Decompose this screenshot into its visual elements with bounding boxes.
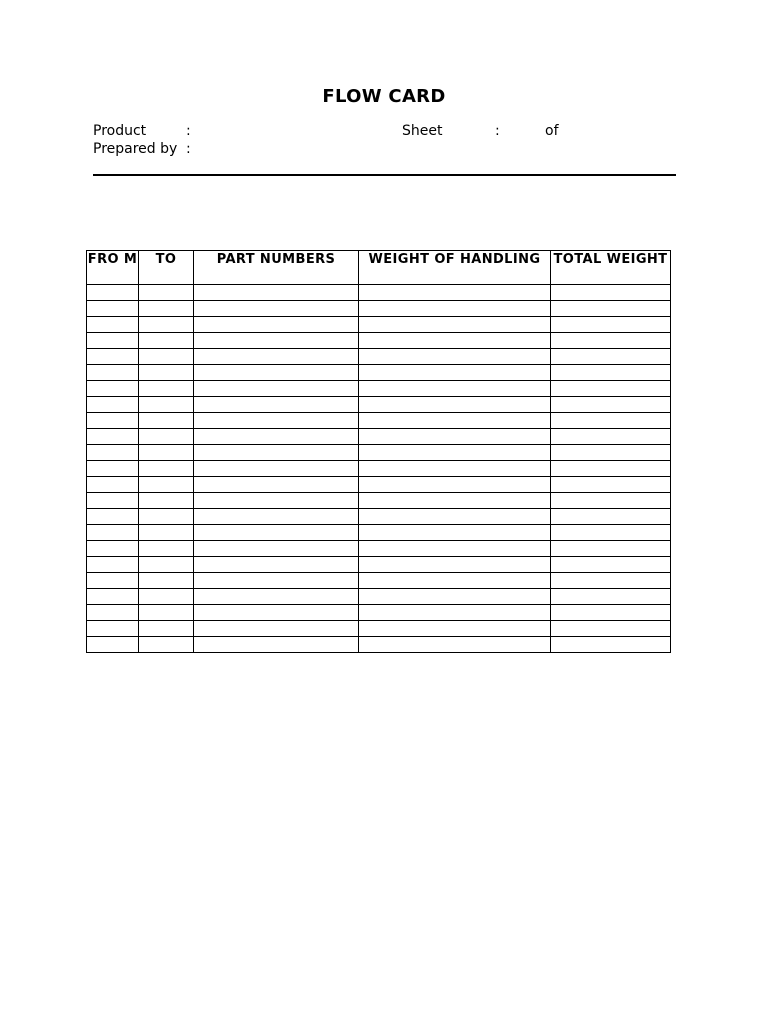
- cell-weight-of-handling: [359, 413, 551, 429]
- cell-part-numbers: [194, 397, 359, 413]
- cell-to: [139, 397, 194, 413]
- table-row: [87, 381, 671, 397]
- table-row: [87, 477, 671, 493]
- flow-table: [86, 250, 671, 653]
- cell-total-weight: [551, 525, 671, 541]
- cell-weight-of-handling: [359, 445, 551, 461]
- cell-to: [139, 333, 194, 349]
- cell-total-weight: [551, 477, 671, 493]
- cell-from: [87, 493, 139, 509]
- cell-part-numbers: [194, 621, 359, 637]
- cell-part-numbers: [194, 365, 359, 381]
- column-header-part-numbers: PART NUMBERS: [194, 251, 359, 285]
- cell-weight-of-handling: [359, 637, 551, 653]
- sheet-colon: :: [495, 123, 500, 139]
- cell-to: [139, 317, 194, 333]
- cell-weight-of-handling: [359, 541, 551, 557]
- cell-weight-of-handling: [359, 429, 551, 445]
- cell-to: [139, 381, 194, 397]
- cell-weight-of-handling: [359, 333, 551, 349]
- cell-from: [87, 413, 139, 429]
- cell-total-weight: [551, 557, 671, 573]
- cell-part-numbers: [194, 589, 359, 605]
- table-header-row: [87, 251, 671, 285]
- cell-from: [87, 477, 139, 493]
- cell-weight-of-handling: [359, 477, 551, 493]
- cell-to: [139, 589, 194, 605]
- cell-total-weight: [551, 429, 671, 445]
- cell-from: [87, 541, 139, 557]
- table-row: [87, 621, 671, 637]
- header-divider: [93, 174, 676, 176]
- cell-weight-of-handling: [359, 509, 551, 525]
- cell-weight-of-handling: [359, 349, 551, 365]
- sheet-label: Sheet: [402, 123, 443, 139]
- cell-to: [139, 365, 194, 381]
- cell-to: [139, 477, 194, 493]
- cell-total-weight: [551, 285, 671, 301]
- cell-from: [87, 301, 139, 317]
- cell-total-weight: [551, 445, 671, 461]
- cell-total-weight: [551, 509, 671, 525]
- cell-total-weight: [551, 637, 671, 653]
- cell-from: [87, 637, 139, 653]
- table-row: [87, 509, 671, 525]
- table-row: [87, 525, 671, 541]
- cell-to: [139, 493, 194, 509]
- table-row: [87, 349, 671, 365]
- cell-part-numbers: [194, 349, 359, 365]
- table-row: [87, 557, 671, 573]
- cell-weight-of-handling: [359, 301, 551, 317]
- cell-weight-of-handling: [359, 493, 551, 509]
- cell-part-numbers: [194, 413, 359, 429]
- cell-total-weight: [551, 381, 671, 397]
- cell-to: [139, 557, 194, 573]
- cell-from: [87, 397, 139, 413]
- cell-weight-of-handling: [359, 573, 551, 589]
- cell-to: [139, 285, 194, 301]
- table-row: [87, 573, 671, 589]
- cell-weight-of-handling: [359, 525, 551, 541]
- cell-total-weight: [551, 493, 671, 509]
- cell-from: [87, 461, 139, 477]
- cell-total-weight: [551, 301, 671, 317]
- cell-part-numbers: [194, 381, 359, 397]
- cell-to: [139, 301, 194, 317]
- table-row: [87, 493, 671, 509]
- cell-from: [87, 349, 139, 365]
- cell-part-numbers: [194, 541, 359, 557]
- cell-part-numbers: [194, 301, 359, 317]
- table-row: [87, 445, 671, 461]
- cell-to: [139, 605, 194, 621]
- cell-from: [87, 589, 139, 605]
- table-row: [87, 301, 671, 317]
- cell-to: [139, 445, 194, 461]
- cell-to: [139, 541, 194, 557]
- cell-to: [139, 637, 194, 653]
- cell-total-weight: [551, 349, 671, 365]
- cell-total-weight: [551, 317, 671, 333]
- cell-weight-of-handling: [359, 365, 551, 381]
- cell-to: [139, 525, 194, 541]
- cell-from: [87, 381, 139, 397]
- cell-part-numbers: [194, 605, 359, 621]
- cell-total-weight: [551, 573, 671, 589]
- table-row: [87, 285, 671, 301]
- cell-weight-of-handling: [359, 461, 551, 477]
- cell-part-numbers: [194, 285, 359, 301]
- cell-part-numbers: [194, 317, 359, 333]
- cell-part-numbers: [194, 461, 359, 477]
- cell-part-numbers: [194, 637, 359, 653]
- table-row: [87, 317, 671, 333]
- cell-weight-of-handling: [359, 589, 551, 605]
- cell-weight-of-handling: [359, 557, 551, 573]
- cell-total-weight: [551, 397, 671, 413]
- cell-to: [139, 429, 194, 445]
- table-row: [87, 541, 671, 557]
- cell-from: [87, 285, 139, 301]
- cell-part-numbers: [194, 557, 359, 573]
- cell-from: [87, 621, 139, 637]
- cell-from: [87, 605, 139, 621]
- cell-to: [139, 573, 194, 589]
- table-row: [87, 365, 671, 381]
- cell-part-numbers: [194, 333, 359, 349]
- cell-part-numbers: [194, 493, 359, 509]
- document-title: FLOW CARD: [322, 86, 446, 107]
- cell-to: [139, 349, 194, 365]
- cell-from: [87, 445, 139, 461]
- cell-part-numbers: [194, 509, 359, 525]
- cell-from: [87, 509, 139, 525]
- prepared-by-label: Prepared by: [93, 141, 178, 157]
- table-body: [87, 285, 671, 653]
- of-label: of: [545, 123, 559, 139]
- cell-weight-of-handling: [359, 317, 551, 333]
- table-row: [87, 461, 671, 477]
- cell-part-numbers: [194, 573, 359, 589]
- cell-weight-of-handling: [359, 397, 551, 413]
- table-row: [87, 333, 671, 349]
- cell-part-numbers: [194, 477, 359, 493]
- table-row: [87, 605, 671, 621]
- cell-from: [87, 557, 139, 573]
- cell-from: [87, 333, 139, 349]
- cell-total-weight: [551, 365, 671, 381]
- cell-from: [87, 573, 139, 589]
- column-header-weight-of-handling: WEIGHT OF HANDLING: [359, 251, 551, 285]
- cell-total-weight: [551, 413, 671, 429]
- table-row: [87, 413, 671, 429]
- cell-total-weight: [551, 333, 671, 349]
- cell-to: [139, 461, 194, 477]
- cell-total-weight: [551, 541, 671, 557]
- cell-weight-of-handling: [359, 605, 551, 621]
- table-row: [87, 637, 671, 653]
- cell-part-numbers: [194, 445, 359, 461]
- cell-to: [139, 621, 194, 637]
- cell-to: [139, 509, 194, 525]
- cell-to: [139, 413, 194, 429]
- cell-from: [87, 365, 139, 381]
- table-row: [87, 397, 671, 413]
- product-colon: :: [186, 123, 191, 139]
- column-header-from: FRO M: [87, 251, 139, 285]
- cell-total-weight: [551, 589, 671, 605]
- cell-from: [87, 429, 139, 445]
- table-row: [87, 589, 671, 605]
- table-row: [87, 429, 671, 445]
- prepared-by-colon: :: [186, 141, 191, 157]
- cell-weight-of-handling: [359, 381, 551, 397]
- cell-from: [87, 317, 139, 333]
- column-header-to: TO: [139, 251, 194, 285]
- column-header-total-weight: TOTAL WEIGHT: [551, 251, 671, 285]
- cell-part-numbers: [194, 429, 359, 445]
- cell-weight-of-handling: [359, 621, 551, 637]
- cell-total-weight: [551, 461, 671, 477]
- cell-total-weight: [551, 621, 671, 637]
- product-label: Product: [93, 123, 147, 139]
- cell-from: [87, 525, 139, 541]
- cell-part-numbers: [194, 525, 359, 541]
- cell-total-weight: [551, 605, 671, 621]
- cell-weight-of-handling: [359, 285, 551, 301]
